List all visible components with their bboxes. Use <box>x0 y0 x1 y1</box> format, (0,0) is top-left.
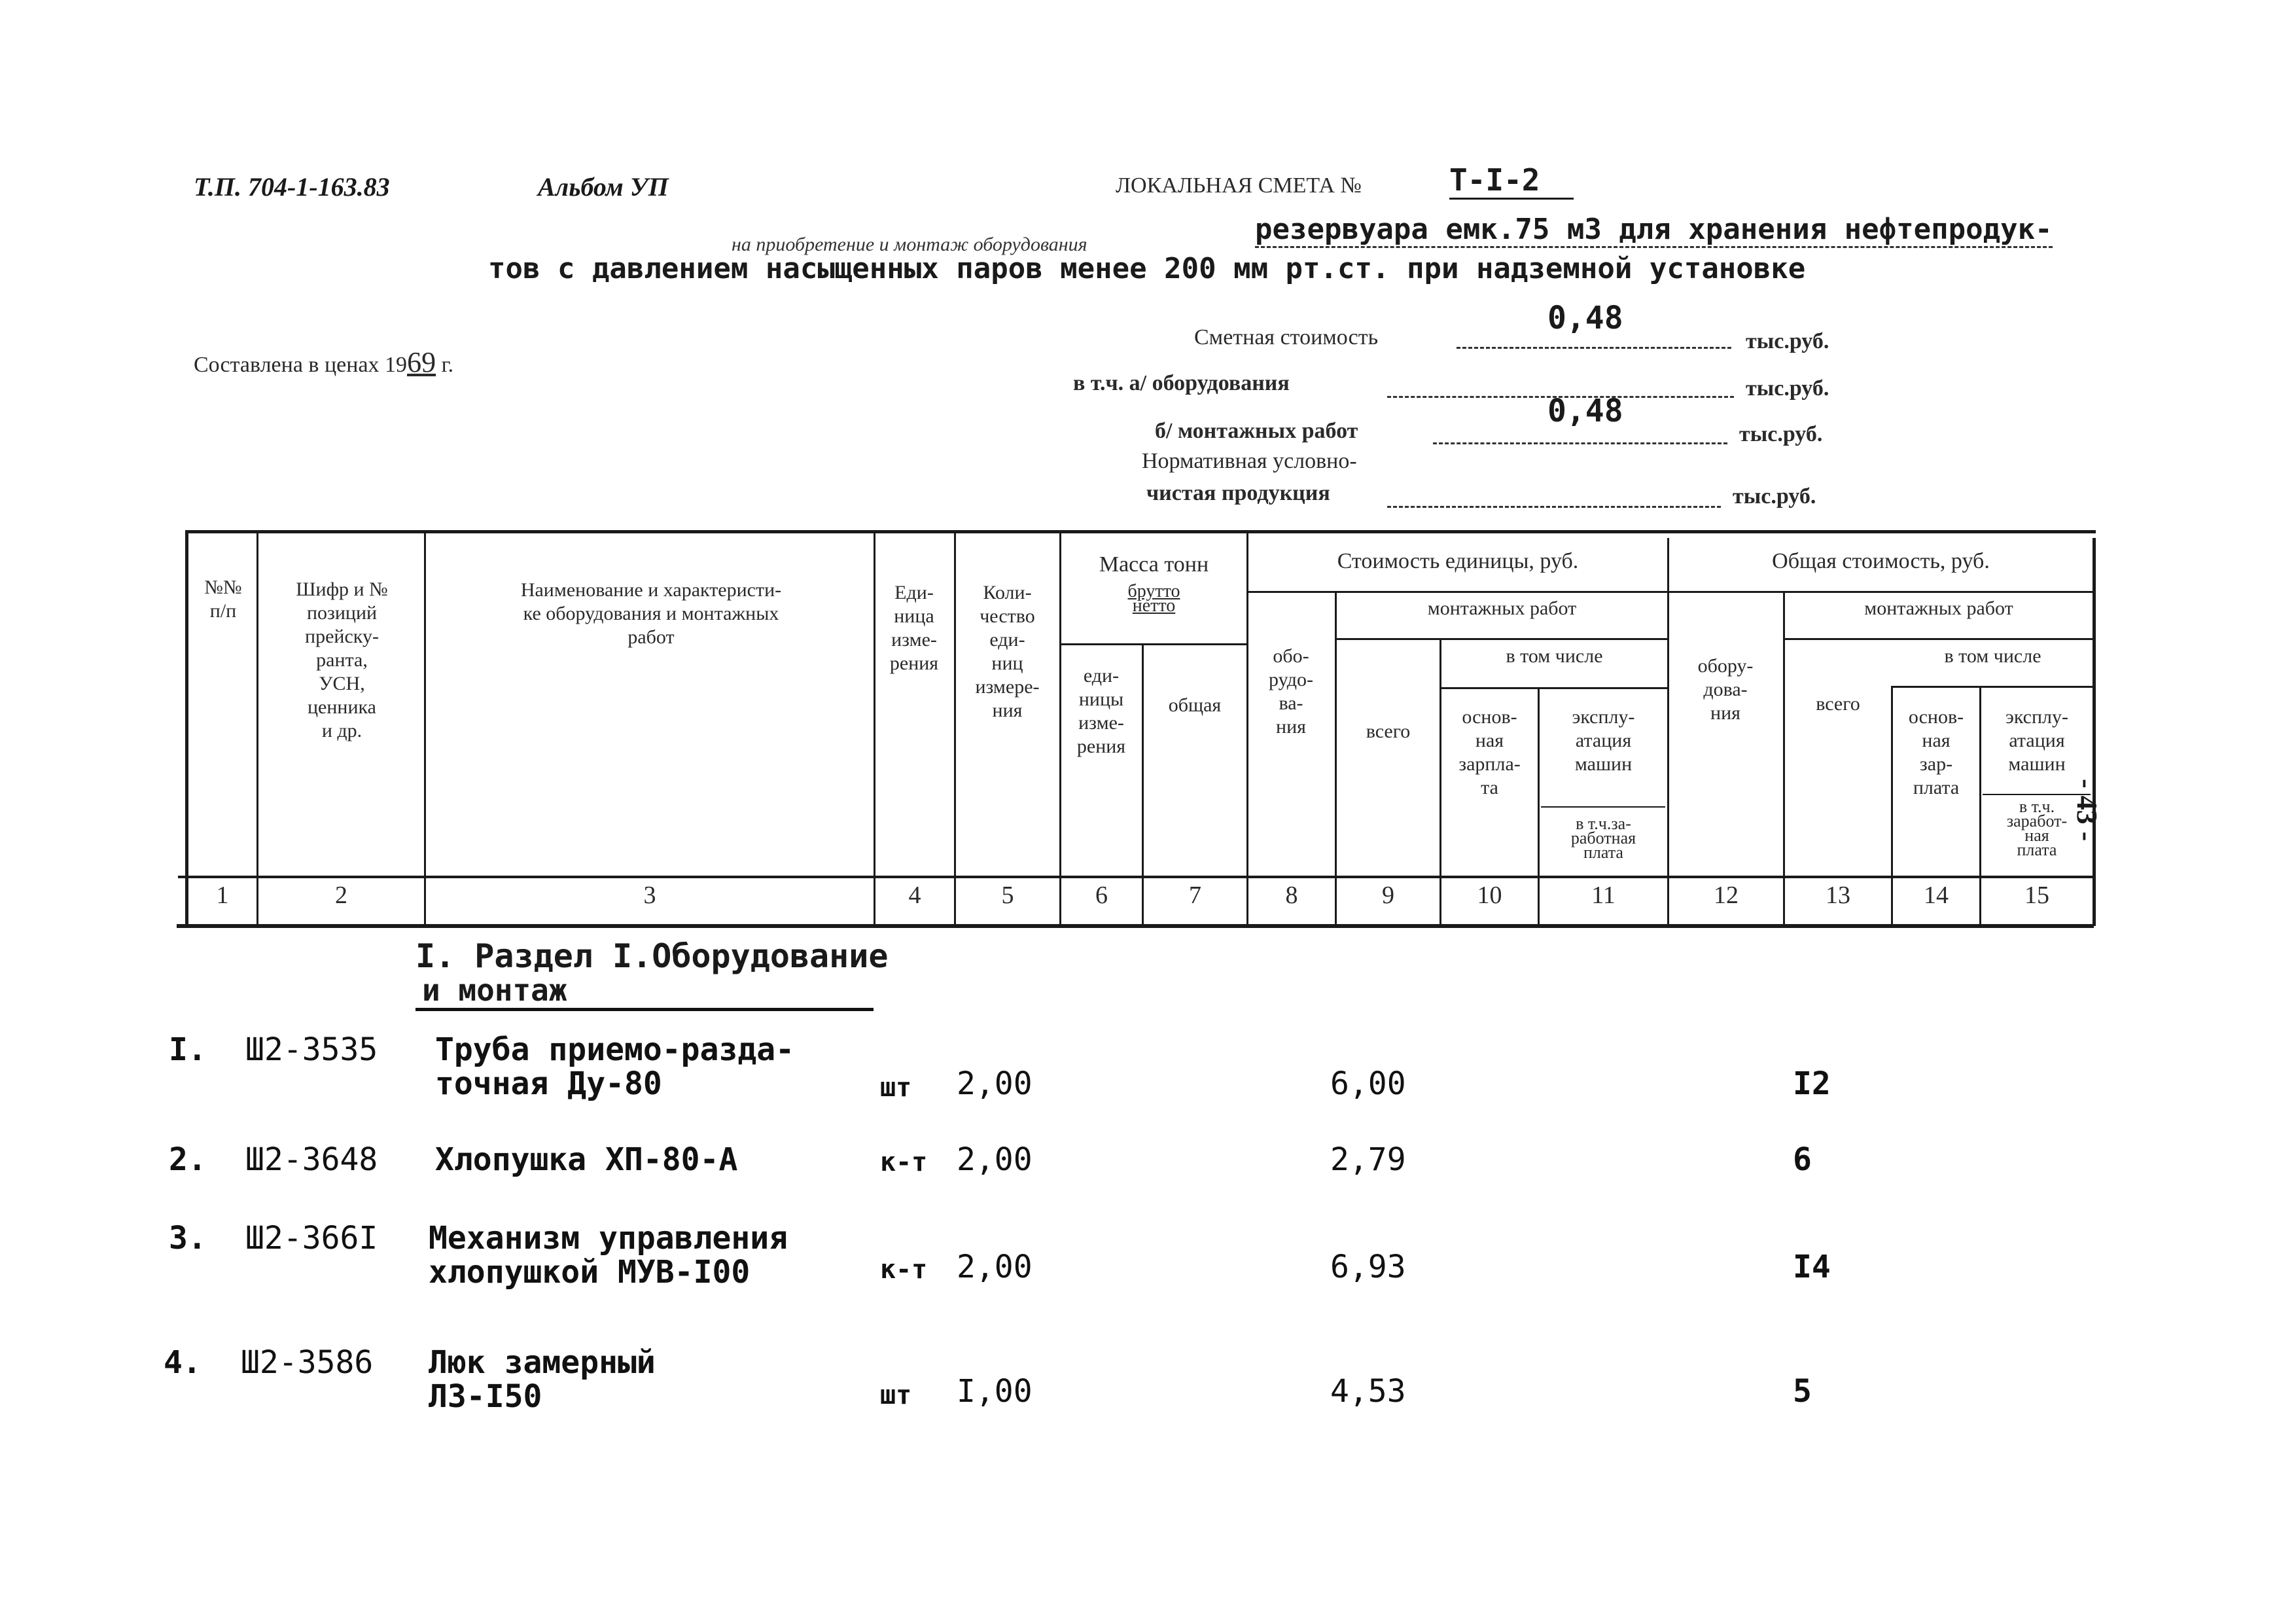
row-price: 4,53 <box>1330 1373 1406 1410</box>
col-sep <box>256 531 258 926</box>
section-title-2: и монтаж <box>415 972 874 1011</box>
normative-label-1: Нормативная условно- <box>1142 449 1357 473</box>
row-unit: шт <box>880 1073 912 1103</box>
prices-label-text: Составлена в ценах 19 <box>194 353 408 377</box>
mount-header: монтажных работ <box>1427 597 1577 619</box>
row-sep <box>1059 643 1246 645</box>
col-sep <box>1667 538 1669 926</box>
table-left-border <box>185 530 188 926</box>
row-unit: к-т <box>880 1147 928 1177</box>
col-number: 14 <box>1924 882 1949 909</box>
row-code: Ш2-3535 <box>245 1031 378 1068</box>
table-top-border <box>185 530 2096 533</box>
mass-subheader: брутто нетто <box>1127 581 1180 616</box>
col-9-header: всего <box>1366 721 1411 742</box>
col-7-header: общая <box>1168 694 1222 716</box>
incl2-header: в том числе <box>1944 645 2041 667</box>
col-number: 10 <box>1477 882 1502 909</box>
prices-label <box>194 346 453 379</box>
col-sep <box>1783 592 1785 926</box>
mounting-cost-unit: тыс.руб. <box>1739 422 1823 446</box>
normative-label-2: чистая продукция <box>1146 481 1330 505</box>
numbers-row-border <box>178 876 2094 878</box>
row-code: Ш2-3586 <box>241 1344 374 1381</box>
row-name: Люк замерный ЛЗ-I50 <box>429 1344 656 1415</box>
col-11-subheader: в т.ч.за- работная плата <box>1570 814 1636 862</box>
row-number: 2. <box>169 1141 207 1178</box>
col-15-subheader: в т.ч. заработ- ная плата <box>2006 797 2068 859</box>
col-number: 12 <box>1714 882 1739 909</box>
col-14-header: основ- ная зар- плата <box>1908 706 1964 798</box>
prices-suffix: г. <box>441 353 454 377</box>
mounting-cost-value: 0,48 <box>1547 393 1623 429</box>
col-2-header: Шифр и № позиций прейску- ранта, УСН, ценника и др. <box>296 579 388 741</box>
estimate-number: Т-I-2 <box>1449 162 1574 200</box>
row-name: Хлопушка ХП-80-А <box>435 1141 738 1178</box>
prices-year: 69 <box>407 346 436 378</box>
row-code: Ш2-3648 <box>245 1141 378 1178</box>
row-qty: 2,00 <box>957 1141 1033 1178</box>
table-right-border <box>2093 538 2096 926</box>
col-12-header: обору- дова- ния <box>1697 655 1754 724</box>
normative-line <box>1387 506 1721 508</box>
table-bottom-border <box>177 924 2094 928</box>
col-sep <box>954 531 956 926</box>
col-number: 15 <box>2024 882 2049 909</box>
row-sep <box>1541 806 1665 808</box>
col-number: 3 <box>643 882 656 909</box>
col-1-header: №№ п/п <box>204 577 242 622</box>
row-price: 6,00 <box>1330 1065 1406 1102</box>
col-number: 7 <box>1189 882 1201 909</box>
col-sep <box>424 531 426 926</box>
estimate-cost-value: 0,48 <box>1547 300 1623 336</box>
row-sep <box>1439 687 1667 689</box>
normative-unit: тыс.руб. <box>1733 484 1816 508</box>
estimate-cost-unit: тыс.руб. <box>1746 329 1829 353</box>
col-number: 11 <box>1591 882 1616 909</box>
row-number: 3. <box>169 1220 207 1257</box>
page-number: - 43 - <box>2071 779 2103 842</box>
for-label: на приобретение и монтаж оборудования <box>732 234 1087 255</box>
project-code: Т.П. 704-1-163.83 <box>194 172 390 202</box>
col-number: 2 <box>335 882 347 909</box>
col-11-header: эксплу- атация машин <box>1572 706 1635 775</box>
row-number: 4. <box>164 1344 202 1381</box>
row-sep <box>1891 686 2094 688</box>
row-price: 6,93 <box>1330 1249 1406 1285</box>
unit-cost-header: Стоимость единицы, руб. <box>1337 549 1579 573</box>
row-total: 6 <box>1793 1141 1812 1178</box>
col-10-header: основ- ная зарпла- та <box>1458 706 1521 798</box>
row-number: I. <box>169 1031 207 1068</box>
total-cost-header: Общая стоимость, руб. <box>1772 549 1990 573</box>
row-name: Механизм управления хлопушкой МУВ-I00 <box>429 1220 788 1291</box>
col-6-header: еди- ницы изме- рения <box>1076 665 1126 757</box>
equipment-cost-unit: тыс.руб. <box>1746 376 1829 401</box>
col-number: 4 <box>908 882 921 909</box>
col-number: 8 <box>1285 882 1298 909</box>
row-sep <box>1783 638 2094 640</box>
subject-line-1: резервуара емк.75 м3 для хранения нефтепродук- <box>1255 213 2053 248</box>
col-number: 9 <box>1382 882 1394 909</box>
row-total: I4 <box>1793 1249 1831 1285</box>
estimate-cost-label: Сметная стоимость <box>1194 325 1379 349</box>
row-unit: шт <box>880 1380 912 1410</box>
row-qty: I,00 <box>957 1373 1033 1410</box>
subject-line-2: тов с давлением насыщенных паров менее 200 мм рт.ст. при надземной установке <box>488 252 1806 285</box>
incl-header: в том числе <box>1506 645 1603 667</box>
row-code: Ш2-366I <box>245 1220 378 1257</box>
row-total: I2 <box>1793 1065 1831 1102</box>
row-unit: к-т <box>880 1255 928 1285</box>
row-price: 2,79 <box>1330 1141 1406 1178</box>
col-3-header: Наименование и характеристи- ке оборудования и монтажных работ <box>520 579 782 648</box>
col-5-header: Коли- чество еди- ниц измере- ния <box>975 582 1040 721</box>
col-number: 1 <box>216 882 229 909</box>
col-13-header: всего <box>1816 693 1860 715</box>
col-15-header: эксплу- атация машин <box>2005 706 2069 775</box>
col-number: 6 <box>1095 882 1108 909</box>
equipment-cost-label: в т.ч. а/ оборудования <box>1073 371 1290 395</box>
row-sep <box>1335 638 1667 640</box>
col-4-header: Еди- ница изме- рения <box>889 582 939 674</box>
col-number: 5 <box>1001 882 1014 909</box>
col-8-header: обо- рудо- ва- ния <box>1269 645 1313 738</box>
mounting-cost-line <box>1433 442 1727 444</box>
mounting-cost-label: б/ монтажных работ <box>1155 419 1358 443</box>
row-name: Труба приемо-разда- точная Ду-80 <box>435 1031 795 1102</box>
mount2-header: монтажных работ <box>1864 597 2013 619</box>
col-sep <box>1335 592 1337 926</box>
mass-header: Масса тонн <box>1099 552 1209 577</box>
row-qty: 2,00 <box>957 1249 1033 1285</box>
section-title-1: I. Раздел I.Оборудование <box>415 937 889 975</box>
col-number: 13 <box>1826 882 1850 909</box>
estimate-cost-line <box>1457 347 1731 349</box>
estimate-prefix: ЛОКАЛЬНАЯ СМЕТА № <box>1116 173 1362 198</box>
album-label: Альбом УП <box>538 172 669 202</box>
row-sep <box>1246 591 2094 593</box>
row-qty: 2,00 <box>957 1065 1033 1102</box>
row-total: 5 <box>1793 1373 1812 1410</box>
